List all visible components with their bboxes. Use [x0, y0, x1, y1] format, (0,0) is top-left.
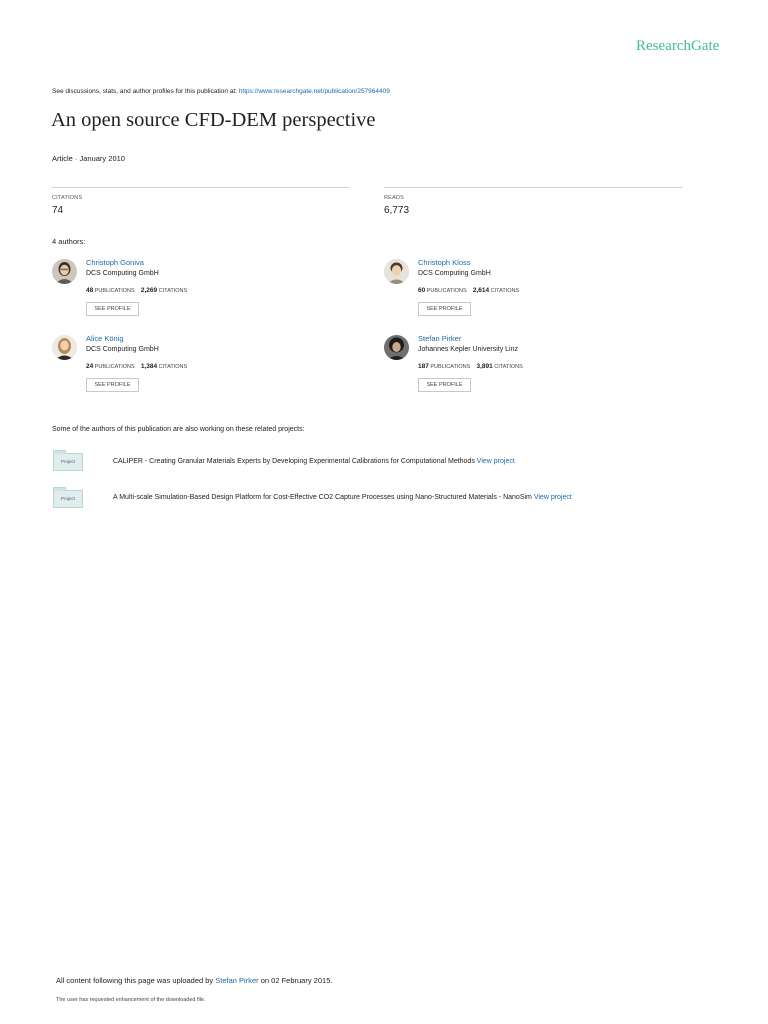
author-name-link[interactable]: Christoph Kloss [418, 258, 471, 267]
uploader-link[interactable]: Stefan Pirker [215, 976, 259, 985]
upload-info [56, 976, 332, 985]
publications-label: PUBLICATIONS [426, 288, 467, 294]
project-title: A Multi-scale Simulation-Based Design Platform for Cost-Effective CO2 Capture Processes using Nano-Structured Materials - NanoSim [113, 494, 532, 501]
author-avatar[interactable] [384, 335, 409, 360]
author-card [52, 259, 352, 319]
project-item [113, 494, 572, 501]
reads-label: READS [384, 195, 404, 201]
authors-count-label: 4 authors: [52, 237, 86, 246]
author-card [384, 335, 684, 395]
project-thumbnail[interactable] [53, 453, 83, 471]
author-stats [418, 287, 519, 294]
author-name-link[interactable]: Stefan Pirker [418, 334, 462, 343]
project-title: CALIPER - Creating Granular Materials Experts by Developing Experimental Calibrations for Computational Methods [113, 458, 475, 465]
publication-url-link[interactable]: https://www.researchgate.net/publication/257964409 [238, 88, 390, 95]
see-profile-button[interactable]: SEE PROFILE [86, 302, 139, 316]
see-discussions-text: See discussions, stats, and author profiles for this publication at: [52, 88, 237, 95]
author-avatar[interactable] [384, 259, 409, 284]
author-stats [418, 363, 523, 370]
author-citations-count: 2,614 [472, 287, 490, 294]
author-avatar[interactable] [52, 335, 77, 360]
project-thumbnail[interactable] [53, 490, 83, 508]
citations-divider [52, 187, 350, 188]
enhancement-note: The user has requested enhancement of the downloaded file. [56, 997, 206, 1003]
upload-prefix: All content following this page was uploaded by [56, 976, 214, 985]
author-name-link[interactable]: Alice König [86, 334, 124, 343]
see-profile-button[interactable]: SEE PROFILE [418, 378, 471, 392]
related-projects-label: Some of the authors of this publication are also working on these related projects: [52, 426, 305, 433]
author-publications-count: 24 [86, 363, 94, 370]
citations-label: CITATIONS [158, 288, 188, 294]
author-citations-count: 1,384 [140, 363, 158, 370]
view-project-link[interactable]: View project [533, 494, 572, 501]
author-publications-count: 187 [418, 363, 429, 370]
reads-value: 6,773 [384, 205, 410, 216]
author-card [52, 335, 352, 395]
see-discussions-line [52, 88, 390, 95]
author-publications-count: 60 [418, 287, 426, 294]
publications-label: PUBLICATIONS [430, 364, 471, 370]
project-thumbnail-label: Project [60, 496, 75, 501]
author-name-link[interactable]: Christoph Goniva [86, 258, 144, 267]
citations-label: CITATIONS [158, 364, 188, 370]
view-project-link[interactable]: View project [476, 458, 515, 465]
citations-label: CITATIONS [490, 288, 520, 294]
author-affiliation: DCS Computing GmbH [86, 270, 159, 277]
author-stats [86, 287, 187, 294]
author-avatar[interactable] [52, 259, 77, 284]
see-profile-button[interactable]: SEE PROFILE [86, 378, 139, 392]
publication-title: An open source CFD-DEM perspective [51, 109, 376, 131]
publications-label: PUBLICATIONS [94, 288, 135, 294]
author-stats [86, 363, 187, 370]
project-thumbnail-label: Project [60, 459, 75, 464]
upload-date: on 02 February 2015. [260, 976, 333, 985]
author-affiliation: DCS Computing GmbH [418, 270, 491, 277]
researchgate-logo[interactable]: ResearchGate [636, 38, 720, 54]
project-item [113, 458, 515, 465]
author-affiliation: DCS Computing GmbH [86, 346, 159, 353]
reads-divider [384, 187, 683, 188]
author-citations-count: 2,269 [140, 287, 158, 294]
citations-label: CITATIONS [494, 364, 523, 370]
author-citations-count: 3,891 [476, 363, 493, 370]
publication-meta: Article · January 2010 [52, 154, 125, 163]
author-publications-count: 48 [86, 287, 94, 294]
author-affiliation: Johannes Kepler University Linz [418, 346, 518, 353]
see-profile-button[interactable]: SEE PROFILE [418, 302, 471, 316]
publications-label: PUBLICATIONS [94, 364, 135, 370]
citations-label: CITATIONS [52, 195, 83, 201]
author-card [384, 259, 684, 319]
citations-value: 74 [52, 205, 64, 216]
